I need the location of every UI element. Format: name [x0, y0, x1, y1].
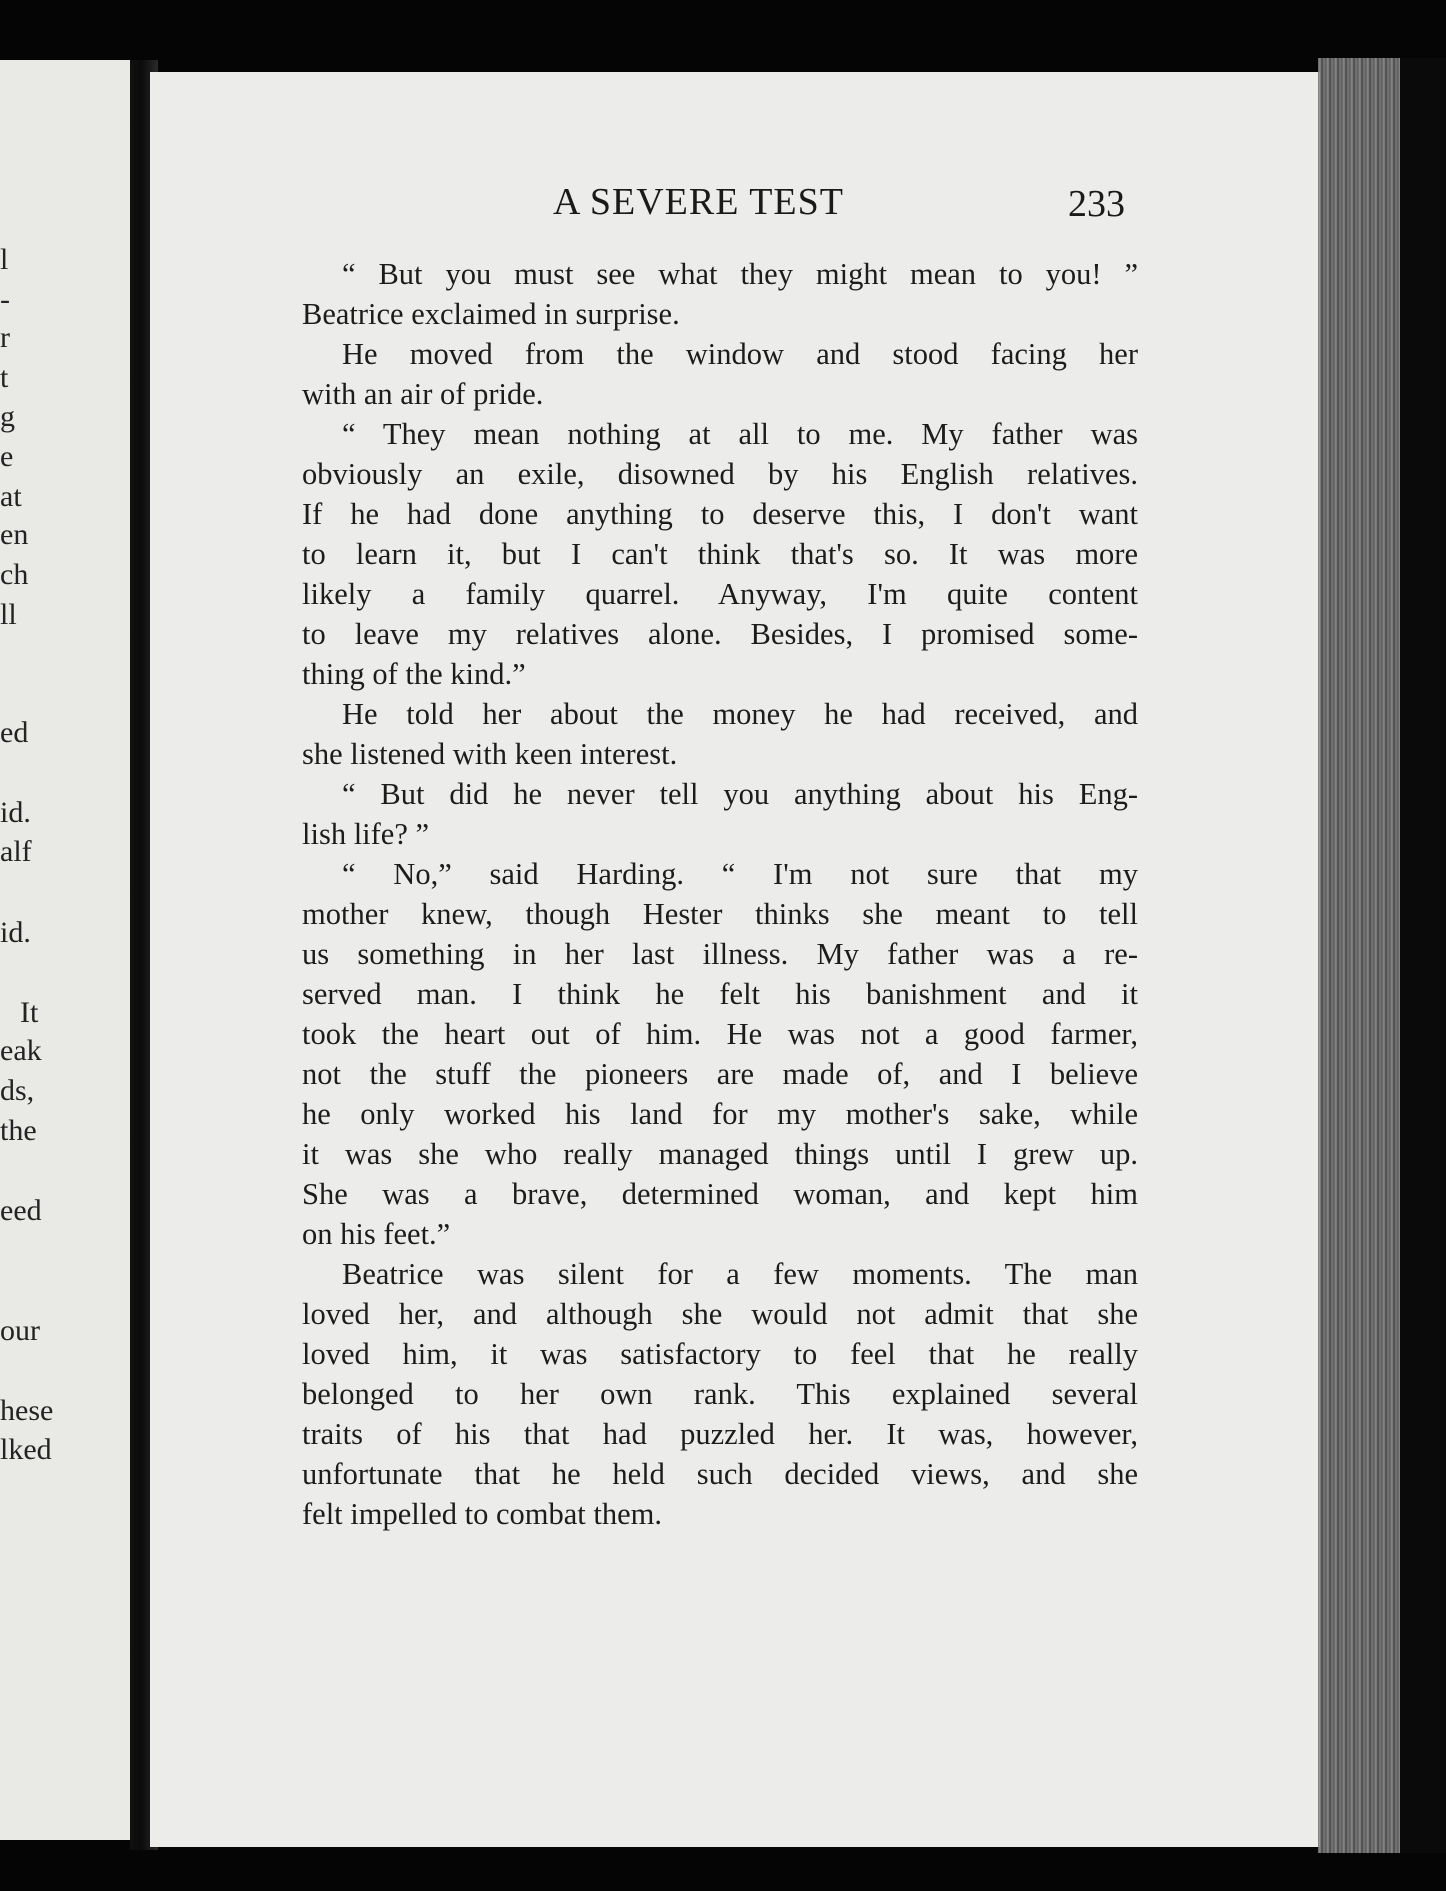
- text-line: “ But did he never tell you anything about his Eng-: [342, 777, 1138, 811]
- left-page-fragment: e: [0, 440, 14, 473]
- left-page-fragment: r: [0, 321, 10, 354]
- left-page-fragment: -: [0, 283, 10, 316]
- text-line: served man. I think he felt his banishment and it: [302, 977, 1138, 1011]
- text-line: loved her, and although she would not admit that she: [302, 1297, 1138, 1331]
- text-line: us something in her last illness. My father was a re-: [302, 937, 1138, 971]
- scan-border: [1400, 58, 1446, 1853]
- text-line: mother knew, though Hester thinks she meant to tell: [302, 897, 1138, 931]
- text-line: “ They mean nothing at all to me. My father was: [342, 417, 1138, 451]
- text-line: it was she who really managed things until I grew up.: [302, 1137, 1138, 1171]
- page-header: [0, 180, 1446, 230]
- text-line: “ But you must see what they might mean to you! ”: [342, 257, 1138, 291]
- text-line: on his feet.”: [302, 1217, 451, 1251]
- left-page-fragment: ch: [0, 558, 29, 591]
- text-line: he only worked his land for my mother's sake, while: [302, 1097, 1138, 1131]
- text-line: to learn it, but I can't think that's so. It was more: [302, 537, 1138, 571]
- left-page-fragment: en: [0, 518, 29, 551]
- page-number: 233: [1068, 183, 1125, 225]
- left-page-fragment: alf: [0, 835, 32, 868]
- text-line: to leave my relatives alone. Besides, I promised some-: [302, 617, 1138, 651]
- text-line: Beatrice exclaimed in surprise.: [302, 297, 680, 331]
- text-line: If he had done anything to deserve this, I don't want: [302, 497, 1138, 531]
- left-page-fragment: t: [0, 361, 9, 394]
- text-line: unfortunate that he held such decided views, and she: [302, 1457, 1138, 1491]
- text-line: lish life? ”: [302, 817, 430, 851]
- text-line: took the heart out of him. He was not a good farmer,: [302, 1017, 1138, 1051]
- page-block-edge: [1318, 58, 1410, 1853]
- text-line: She was a brave, determined woman, and kept him: [302, 1177, 1138, 1211]
- text-line: she listened with keen interest.: [302, 737, 678, 771]
- text-line: He told her about the money he had received, and: [342, 697, 1138, 731]
- text-line: He moved from the window and stood facing her: [342, 337, 1138, 371]
- left-page-fragment: ds,: [0, 1074, 35, 1107]
- text-line: likely a family quarrel. Anyway, I'm quite content: [302, 577, 1138, 611]
- left-page-fragment: ed: [0, 716, 29, 749]
- previous-page-edge: [0, 60, 150, 1840]
- left-page-fragment: our: [0, 1314, 40, 1347]
- left-page-fragment: the: [0, 1114, 37, 1147]
- left-page-fragment: eak: [0, 1034, 42, 1067]
- left-page-fragment: lked: [0, 1433, 52, 1466]
- text-line: loved him, it was satisfactory to feel that he really: [302, 1337, 1138, 1371]
- left-page-fragment: at: [0, 480, 22, 513]
- left-page-fragment: ll: [0, 598, 17, 631]
- left-page-fragment: g: [0, 400, 15, 433]
- text-line: “ No,” said Harding. “ I'm not sure that my: [342, 857, 1138, 891]
- body-text: [302, 254, 1138, 1534]
- left-page-fragment: It: [20, 996, 39, 1029]
- running-head: A SEVERE TEST: [553, 181, 844, 223]
- left-page-fragment: eed: [0, 1194, 42, 1227]
- text-line: felt impelled to combat them.: [302, 1497, 662, 1531]
- left-page-fragment: id.: [0, 796, 31, 829]
- left-page-fragment: id.: [0, 916, 31, 949]
- text-line: Beatrice was silent for a few moments. The man: [342, 1257, 1138, 1291]
- text-line: obviously an exile, disowned by his English relatives.: [302, 457, 1138, 491]
- text-line: not the stuff the pioneers are made of, and I believe: [302, 1057, 1138, 1091]
- text-line: with an air of pride.: [302, 377, 544, 411]
- left-page-fragment: l: [0, 243, 9, 276]
- text-line: thing of the kind.”: [302, 657, 526, 691]
- text-line: traits of his that had puzzled her. It was, however,: [302, 1417, 1138, 1451]
- left-page-fragment: hese: [0, 1394, 54, 1427]
- text-line: belonged to her own rank. This explained several: [302, 1377, 1138, 1411]
